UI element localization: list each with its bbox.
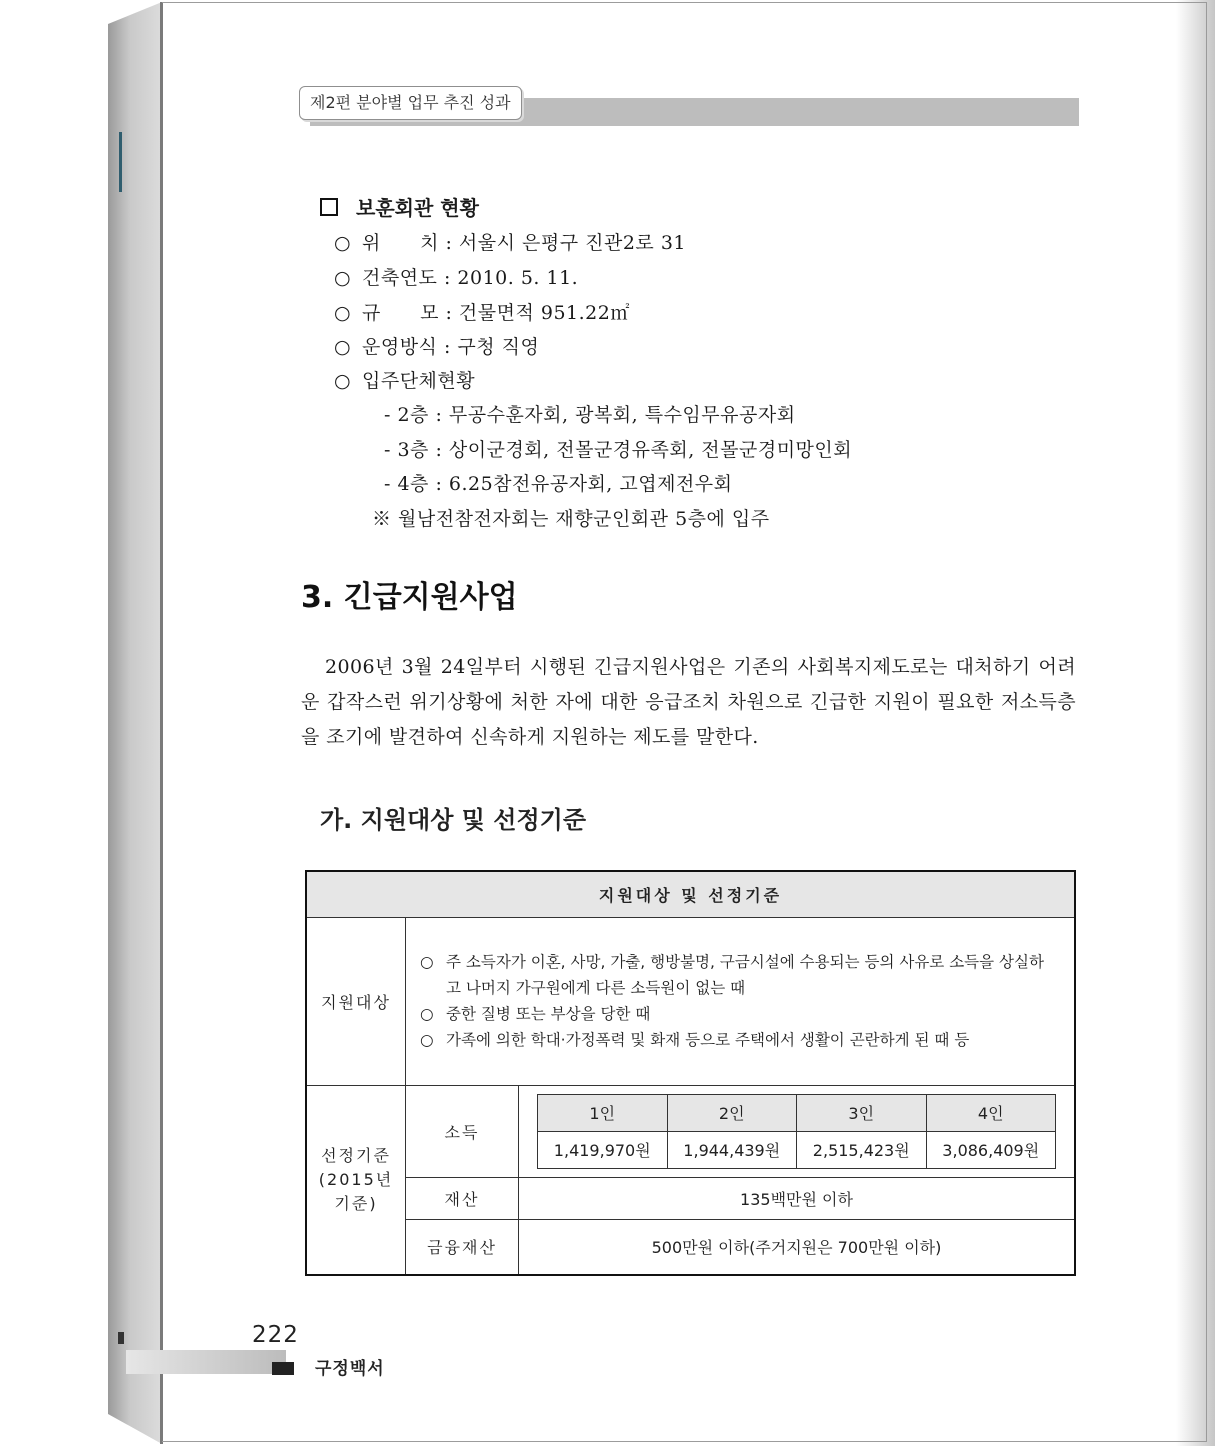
income-header: 2인 — [667, 1094, 797, 1131]
target-list — [406, 917, 1076, 1085]
facility-row-size: ○ 규 모 : 건물면적 951.22㎡ — [334, 302, 630, 324]
income-header: 4인 — [926, 1094, 1056, 1131]
chapter-tab: 제2편 분야별 업무 추진 성과 — [299, 86, 522, 120]
income-value: 2,515,423원 — [797, 1131, 927, 1168]
income-header: 3인 — [797, 1094, 927, 1131]
property-value: 135백만원 이하 — [519, 1177, 1076, 1219]
circle-bullet-icon: ○ — [420, 1031, 434, 1049]
financial-label: 금융재산 — [406, 1219, 519, 1275]
floor-3: - 3층 : 상이군경회, 전몰군경유족회, 전몰군경미망인회 — [384, 439, 853, 461]
section-heading: 3. 긴급지원사업 — [301, 580, 518, 615]
income-label: 소득 — [406, 1085, 519, 1177]
circle-bullet-icon: ○ — [334, 336, 352, 358]
page-shadow — [1176, 0, 1215, 1446]
page-number: 222 — [252, 1322, 299, 1348]
property-label: 재산 — [406, 1177, 519, 1219]
financial-value: 500만원 이하(주거지원은 700만원 이하) — [519, 1219, 1076, 1275]
section-paragraph: 2006년 3월 24일부터 시행된 긴급지원사업은 기존의 사회복지제도로는 대처하기 어려운 갑작스런 위기상황에 처한 자에 대한 응급조치 차원으로 긴급한 지원이 필요한 저소득층을 조기에 발견하여 신속하게 지원하는 제도를 말한다. — [301, 656, 1076, 748]
list-item: ○ 가족에 의한 학대·가정폭력 및 화재 등으로 주택에서 생활이 곤란하게 된 때 등 — [420, 1027, 1056, 1053]
facility-row-location: ○ 위 치 : 서울시 은평구 진관2로 31 — [334, 232, 686, 254]
criteria-table — [305, 870, 1076, 1276]
spine-foot-mark — [118, 1332, 124, 1344]
list-item: ○ 주 소득자가 이혼, 사망, 가출, 행방불명, 구금시설에 수용되는 등의 사유로 소득을 상실하고 나머지 가구원에게 다른 소득원이 없는 때 — [420, 949, 1056, 1001]
criteria-label: 선정기준 (2015년 기준) — [306, 1085, 406, 1275]
income-value: 3,086,409원 — [926, 1131, 1056, 1168]
facility-note: ※ 월남전참전자회는 재향군인회관 5층에 입주 — [372, 508, 770, 530]
book-title: 구정백서 — [315, 1359, 385, 1379]
floor-4: - 4층 : 6.25참전유공자회, 고엽제전우회 — [384, 473, 733, 495]
circle-bullet-icon: ○ — [420, 953, 434, 971]
income-value: 1,944,439원 — [667, 1131, 797, 1168]
spine-bookmark — [119, 132, 122, 192]
floor-2: - 2층 : 무공수훈자회, 광복회, 특수임무유공자회 — [384, 404, 796, 426]
book-spine — [108, 2, 162, 1444]
target-label: 지원대상 — [306, 917, 406, 1085]
facility-row-year: ○ 건축연도 : 2010. 5. 11. — [334, 267, 579, 289]
income-value: 1,419,970원 — [538, 1131, 668, 1168]
facility-row-tenants: ○ 입주단체현황 — [334, 370, 476, 392]
circle-bullet-icon: ○ — [334, 370, 352, 392]
circle-bullet-icon: ○ — [420, 1005, 434, 1023]
income-table — [537, 1094, 1056, 1169]
circle-bullet-icon: ○ — [334, 232, 352, 254]
list-item: ○ 중한 질병 또는 부상을 당한 때 — [420, 1001, 1056, 1027]
facility-title-text: 보훈회관 현황 — [356, 196, 479, 220]
square-bullet-icon — [320, 198, 338, 216]
subsection-heading: 가. 지원대상 및 선정기준 — [320, 806, 587, 834]
circle-bullet-icon: ○ — [334, 267, 352, 289]
facility-title — [320, 192, 479, 221]
income-cell — [519, 1085, 1076, 1177]
table-caption: 지원대상 및 선정기준 — [306, 871, 1075, 917]
facility-row-operation: ○ 운영방식 : 구청 직영 — [334, 336, 540, 358]
circle-bullet-icon: ○ — [334, 302, 352, 324]
income-header: 1인 — [538, 1094, 668, 1131]
